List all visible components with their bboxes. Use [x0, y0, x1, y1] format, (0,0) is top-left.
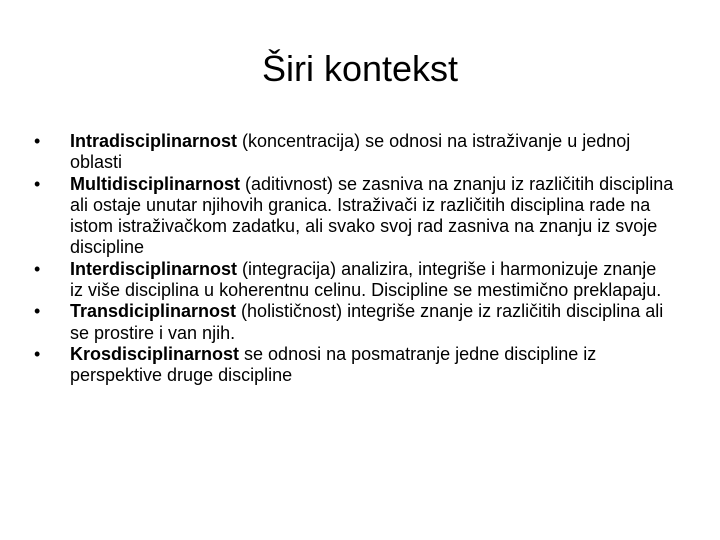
item-description: (koncentracija) se odnosi na istraživanje u jednoj oblasti: [70, 131, 631, 173]
bullet-icon: •: [34, 173, 41, 194]
item-description: se odnosi na posmatranje jedne discipline iz perspektive druge discipline: [70, 343, 597, 386]
term-label: Transdiciplinarnost: [70, 301, 237, 322]
list-item-krosdisciplinarnost: [34, 344, 674, 387]
term-label: Multidisciplinarnost: [70, 173, 241, 194]
item-description: (integracija) analizira, integriše i harmonizuje znanje iz više disciplina u koherentnu celinu. Discipline se mestimično preklapaju.: [70, 258, 662, 301]
term-label: Interdisciplinarnost: [70, 258, 238, 279]
list-item-intradisciplinarnost: [34, 131, 674, 174]
slide-title: Širi kontekst: [261, 48, 459, 89]
term-label: Krosdisciplinarnost: [70, 343, 240, 364]
bullet-icon: •: [34, 301, 41, 322]
list-item-interdisciplinarnost: [34, 259, 674, 302]
bullet-icon: •: [34, 131, 41, 151]
bullet-icon: •: [34, 343, 41, 364]
item-description: (aditivnost) se zasniva na znanju iz različitih disciplina ali ostaje unutar njihovih granica. Istraživači iz različitih disciplina rade na istom istraživačkom zadatku, ali svako svoj rad zasniva na znanju iz svoje discipline: [70, 173, 674, 258]
list-item-multidisciplinarnost: [34, 174, 674, 259]
list-item-transdiciplinarnost: [34, 301, 674, 344]
bullet-list: [34, 131, 674, 387]
bullet-icon: •: [34, 258, 41, 279]
term-label: Intradisciplinarnost: [70, 131, 238, 151]
item-description: (holističnost) integriše znanje iz različitih disciplina ali se prostire i van njih.: [70, 301, 664, 343]
